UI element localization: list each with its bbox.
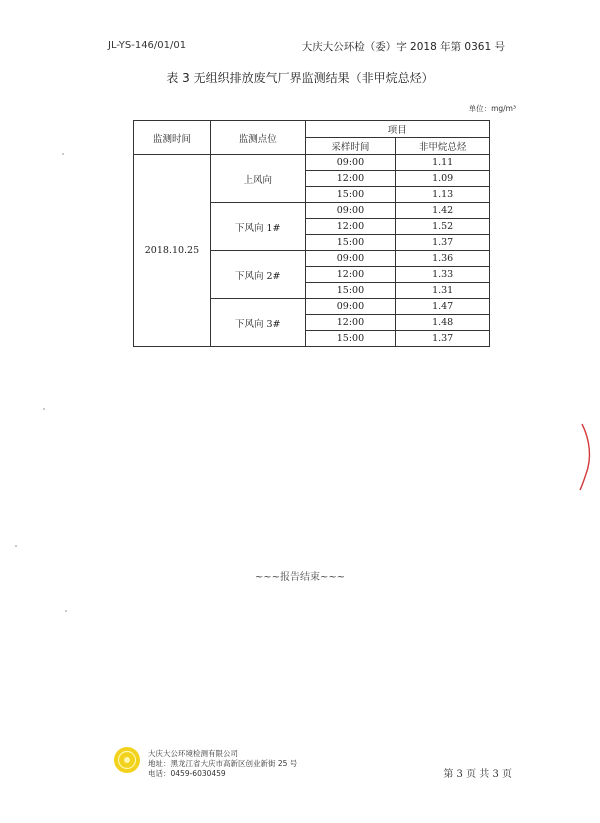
table-row [134, 155, 490, 171]
value-cell: 1.42 [396, 203, 490, 219]
time-cell: 09:00 [305, 251, 396, 267]
value-cell: 1.36 [396, 251, 490, 267]
scan-speck [65, 610, 67, 612]
scan-speck [62, 153, 64, 155]
location-cell: 下风向 1# [210, 203, 305, 251]
location-cell: 上风向 [210, 155, 305, 203]
scan-speck [15, 545, 17, 547]
time-cell: 12:00 [305, 171, 396, 187]
time-cell: 15:00 [305, 331, 396, 347]
value-cell: 1.37 [396, 331, 490, 347]
value-cell: 1.48 [396, 315, 490, 331]
form-code: JL-YS-146/01/01 [108, 40, 187, 51]
company-name: 大庆大公环境检测有限公司 [148, 749, 238, 758]
value-cell: 1.47 [396, 299, 490, 315]
company-seal-icon [112, 745, 142, 775]
unit-label: 单位：mg/m³ [468, 104, 516, 113]
value-cell: 1.33 [396, 267, 490, 283]
value-cell: 1.11 [396, 155, 490, 171]
header-nmhc: 非甲烷总烃 [396, 138, 490, 155]
header-item: 项目 [305, 121, 489, 138]
value-cell: 1.09 [396, 171, 490, 187]
company-footer [148, 749, 297, 779]
report-number: 大庆大公环检（委）字 2018 年第 0361 号 [301, 41, 505, 53]
value-cell: 1.37 [396, 235, 490, 251]
time-cell: 12:00 [305, 219, 396, 235]
time-cell: 15:00 [305, 283, 396, 299]
value-cell: 1.52 [396, 219, 490, 235]
date-cell: 2018.10.25 [134, 155, 211, 347]
time-cell: 15:00 [305, 187, 396, 203]
company-phone: 电话：0459-6030459 [148, 769, 226, 778]
monitoring-table [133, 120, 490, 347]
header-time: 监测时间 [134, 121, 211, 155]
page-number: 第 3 页 共 3 页 [443, 769, 512, 780]
time-cell: 12:00 [305, 315, 396, 331]
location-cell: 下风向 3# [210, 299, 305, 347]
header-location: 监测点位 [210, 121, 305, 155]
time-cell: 09:00 [305, 299, 396, 315]
location-cell: 下风向 2# [210, 251, 305, 299]
value-cell: 1.31 [396, 283, 490, 299]
time-cell: 09:00 [305, 155, 396, 171]
scan-speck [43, 408, 45, 410]
table-title: 表 3 无组织排放废气厂界监测结果（非甲烷总烃） [166, 71, 434, 85]
header-sampling-time: 采样时间 [305, 138, 396, 155]
report-end-marker: ~~~报告结束~~~ [254, 572, 346, 583]
time-cell: 09:00 [305, 203, 396, 219]
red-pen-mark [576, 422, 596, 492]
value-cell: 1.13 [396, 187, 490, 203]
company-address: 地址：黑龙江省大庆市高新区创业新街 25 号 [148, 759, 298, 768]
time-cell: 12:00 [305, 267, 396, 283]
time-cell: 15:00 [305, 235, 396, 251]
